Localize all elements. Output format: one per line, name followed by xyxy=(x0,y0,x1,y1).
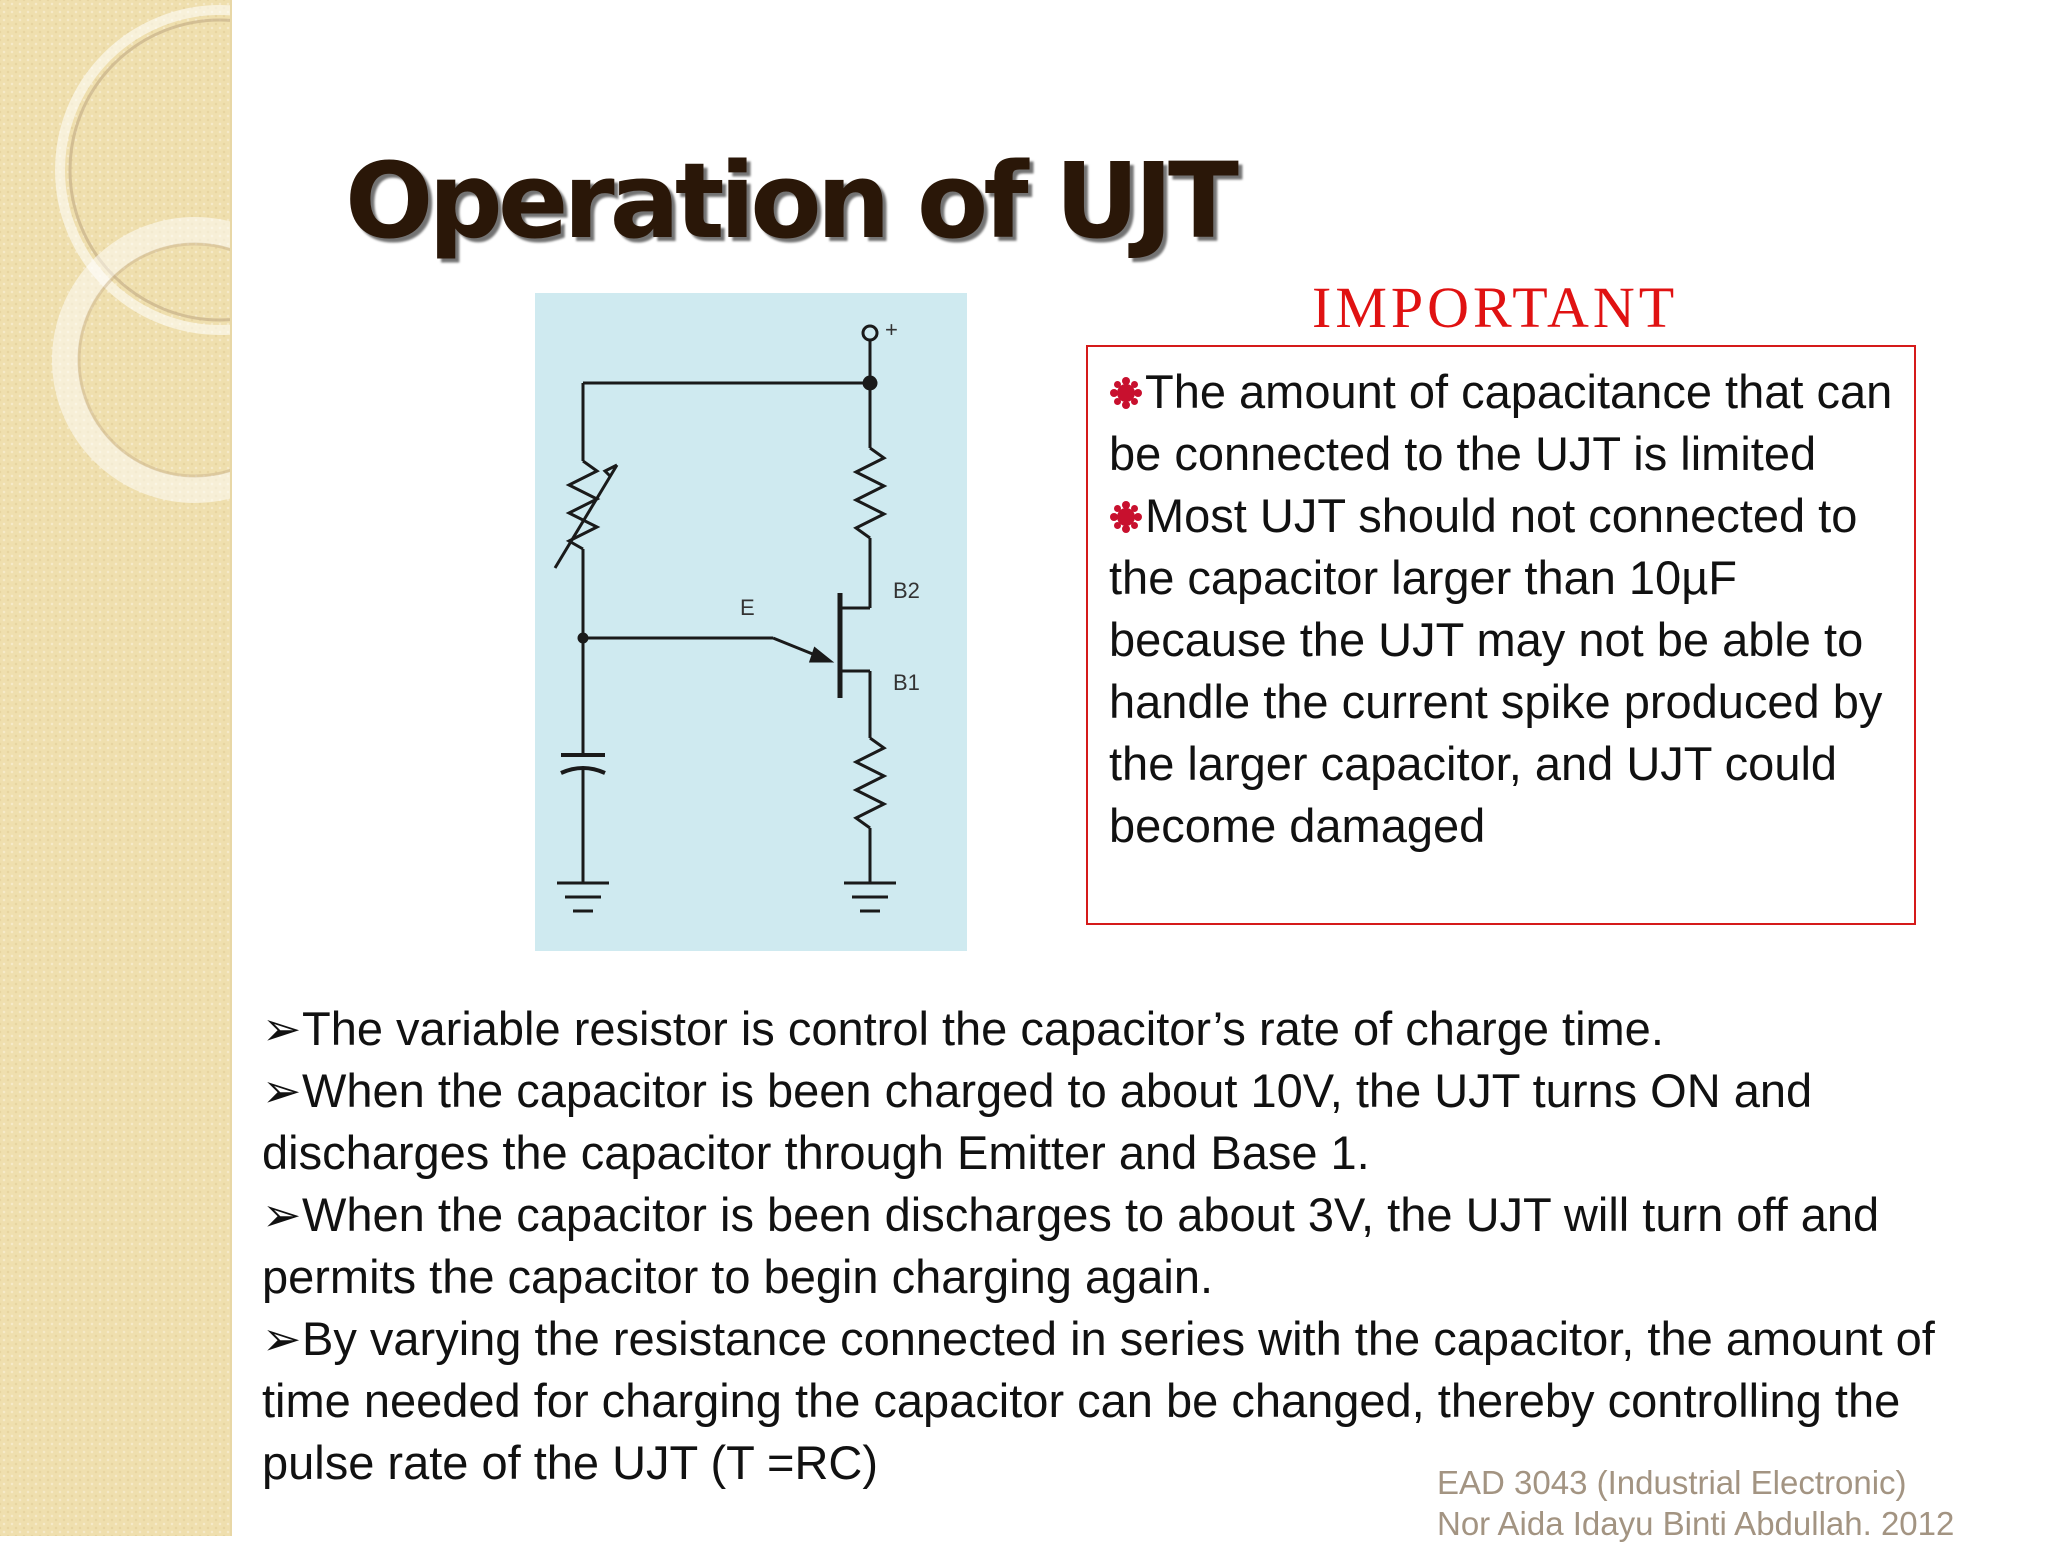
resistor-r2 xyxy=(856,448,884,538)
note-text: Most UJT should not connected to the capacitor larger than 10µF because the UJT may not be able to handle the current spike produced by the larger capacitor, and UJT could become damaged xyxy=(1109,489,1883,852)
slide-footer xyxy=(1437,1462,1954,1544)
footer-author: Nor Aida Idayu Binti Abdullah. 2012 xyxy=(1437,1505,1955,1542)
red-flower-bullet-icon xyxy=(1109,500,1143,534)
list-item: ➢By varying the resistance connected in series with the capacitor, the amount of time needed for charging the capacitor can be changed, thereby controlling the pulse rate of the UJT (T =RC) xyxy=(262,1308,2002,1494)
red-flower-bullet-icon xyxy=(1109,376,1143,410)
arrow-bullet-icon: ➢ xyxy=(262,1312,302,1365)
slide-title: Operation of UJT xyxy=(345,140,1234,262)
arrow-bullet-icon: ➢ xyxy=(262,1188,302,1241)
resistor-r1 xyxy=(856,738,884,828)
arrow-bullet-icon: ➢ xyxy=(262,1064,302,1117)
plus-label: + xyxy=(885,317,898,342)
b1-label: B1 xyxy=(893,670,920,695)
variable-resistor-arrow xyxy=(555,465,617,568)
important-heading: IMPORTANT xyxy=(1312,275,1679,340)
footer-course: EAD 3043 (Industrial Electronic) xyxy=(1437,1464,1907,1501)
ujt-circuit-diagram xyxy=(535,293,967,951)
important-notes-box xyxy=(1086,345,1916,925)
note-item xyxy=(1109,361,1894,485)
supply-terminal xyxy=(863,326,877,340)
e-label: E xyxy=(740,595,755,620)
bullet-list xyxy=(262,998,2002,1494)
note-text: The amount of capacitance that can be connected to the UJT is limited xyxy=(1109,365,1893,480)
note-item xyxy=(1109,485,1894,857)
list-item: ➢When the capacitor is been discharges to about 3V, the UJT will turn off and permits the capacitor to begin charging again. xyxy=(262,1184,2002,1308)
list-item: ➢When the capacitor is been charged to about 10V, the UJT turns ON and discharges the capacitor through Emitter and Base 1. xyxy=(262,1060,2002,1184)
b2-label: B2 xyxy=(893,578,920,603)
list-item: ➢The variable resistor is control the capacitor’s rate of charge time. xyxy=(262,998,2002,1060)
emitter-arrow xyxy=(811,649,830,661)
ring-decoration xyxy=(0,0,230,1536)
decorative-sidebar xyxy=(0,0,232,1536)
arrow-bullet-icon: ➢ xyxy=(262,1002,302,1055)
